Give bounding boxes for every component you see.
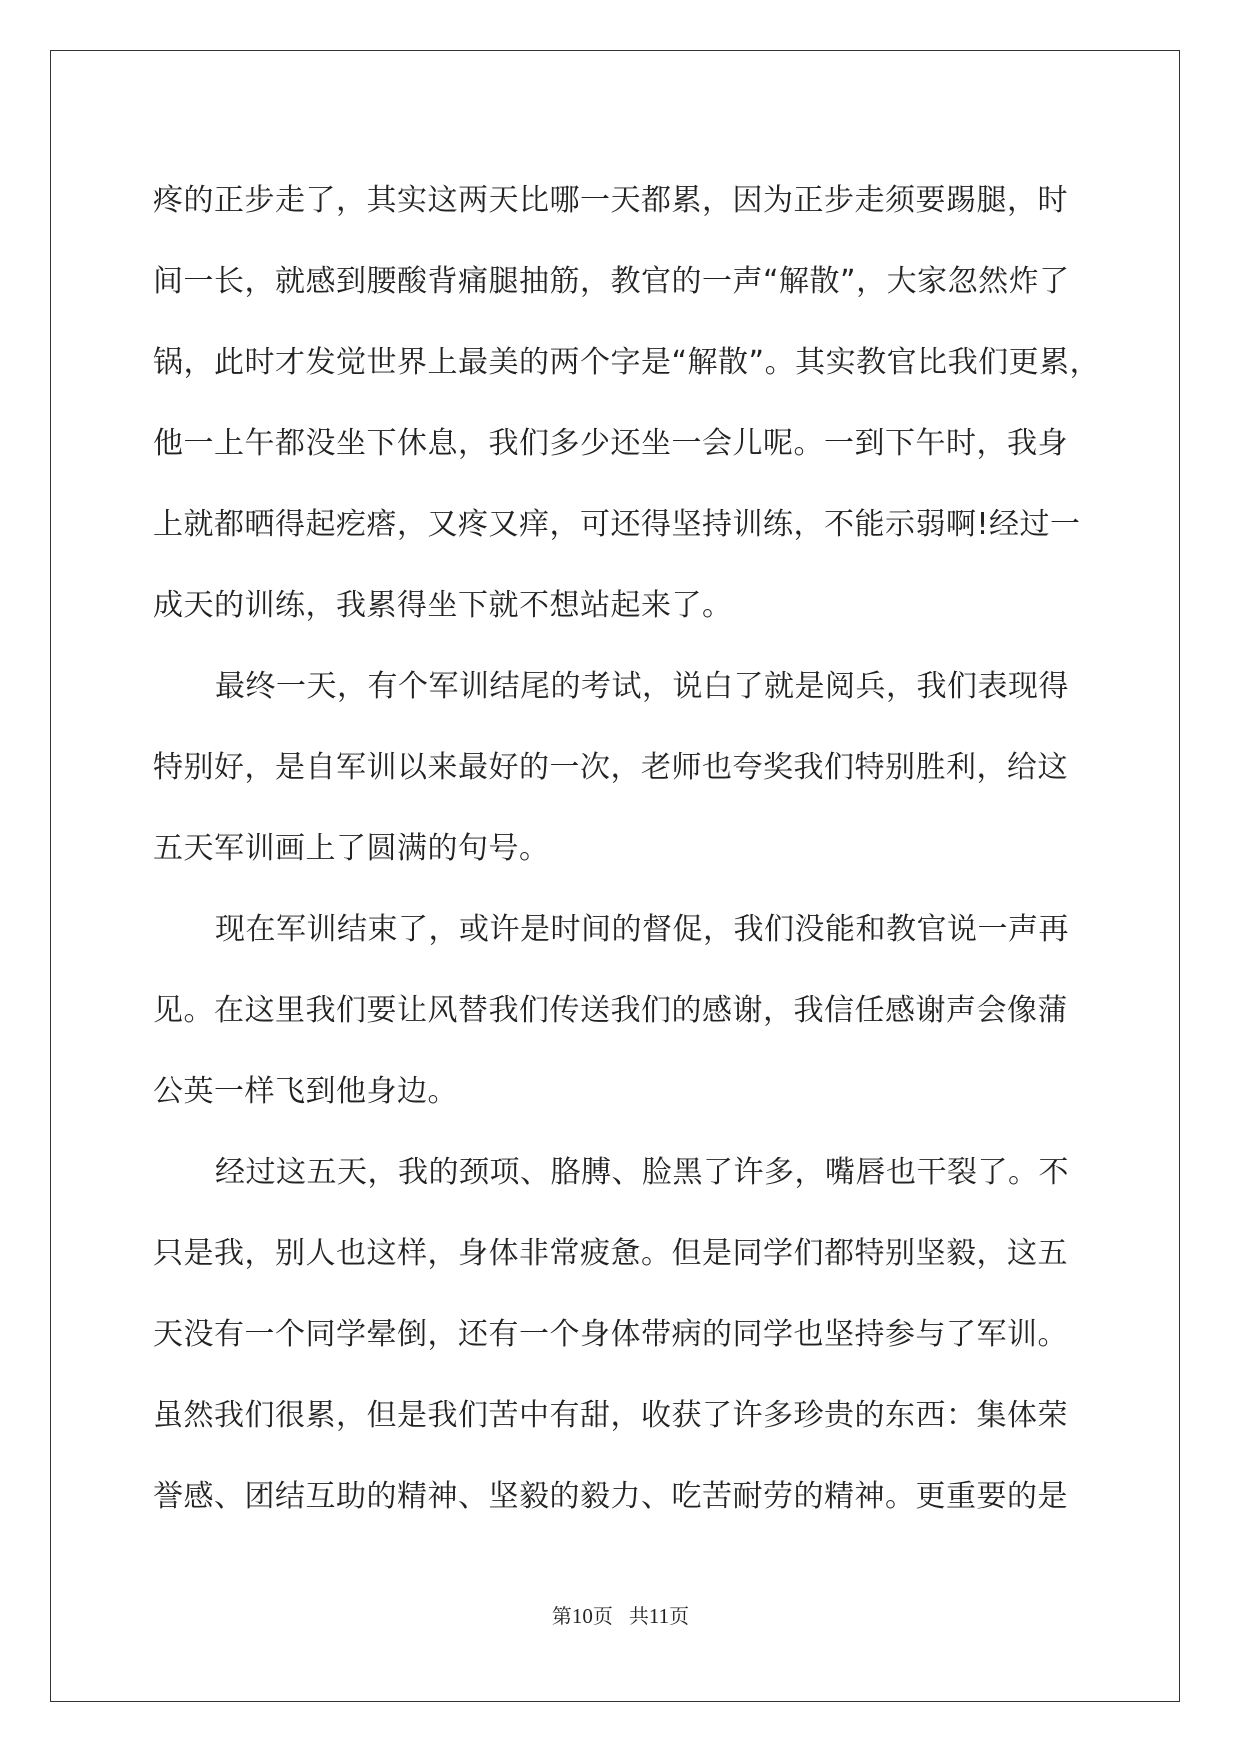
text-line: 经过这五天，我的颈项、胳膊、脸黑了许多，嘴唇也干裂了。不 — [215, 1155, 1069, 1190]
text-line: 只是我，别人也这样，身体非常疲惫。但是同学们都特别坚毅，这五 — [153, 1236, 1068, 1271]
text-line: 虽然我们很累，但是我们苦中有甜，收获了许多珍贵的东西：集体荣 — [153, 1398, 1068, 1433]
text-line: 特别好，是自军训以来最好的一次，老师也夸奖我们特别胜利，给这 — [153, 750, 1068, 785]
total-page-number: 11 — [648, 1604, 670, 1628]
text-line: 间一长，就感到腰酸背痛腿抽筋，教官的一声“解散”，大家忽然炸了 — [153, 264, 1070, 299]
text-line: 现在军训结束了，或许是时间的督促，我们没能和教官说一声再 — [215, 912, 1069, 947]
text-line: 天没有一个同学晕倒，还有一个身体带病的同学也坚持参与了军训。 — [153, 1317, 1068, 1352]
text-line: 公英一样飞到他身边。 — [153, 1074, 458, 1109]
text-line: 誉感、团结互助的精神、坚毅的毅力、吃苦耐劳的精神。更重要的是 — [153, 1479, 1068, 1514]
text-line: 五天军训画上了圆满的句号。 — [153, 831, 550, 866]
page-suffix: 页 — [592, 1604, 613, 1628]
text-line: 见。在这里我们要让风替我们传送我们的感谢，我信任感谢声会像蒲 — [153, 993, 1068, 1028]
text-line: 锅，此时才发觉世界上最美的两个字是“解散”。其实教官比我们更累， — [153, 345, 1101, 380]
text-line: 他一上午都没坐下休息，我们多少还坐一会儿呢。一到下午时，我身 — [153, 426, 1068, 461]
text-line: 成天的训练，我累得坐下就不想站起来了。 — [153, 588, 733, 623]
document-body — [153, 160, 1101, 1537]
text-line: 疼的正步走了，其实这两天比哪一天都累，因为正步走须要踢腿，时 — [153, 183, 1068, 218]
page-prefix: 第 — [551, 1604, 572, 1628]
current-page-number: 10 — [571, 1604, 593, 1628]
text-line: 上就都晒得起疙瘩，又疼又痒，可还得坚持训练，不能示弱啊!经过一 — [153, 507, 1081, 542]
total-suffix: 页 — [669, 1604, 690, 1628]
total-prefix: 共 — [628, 1604, 649, 1628]
page-footer — [0, 1600, 1241, 1629]
text-line: 最终一天，有个军训结尾的考试，说白了就是阅兵，我们表现得 — [215, 669, 1069, 704]
